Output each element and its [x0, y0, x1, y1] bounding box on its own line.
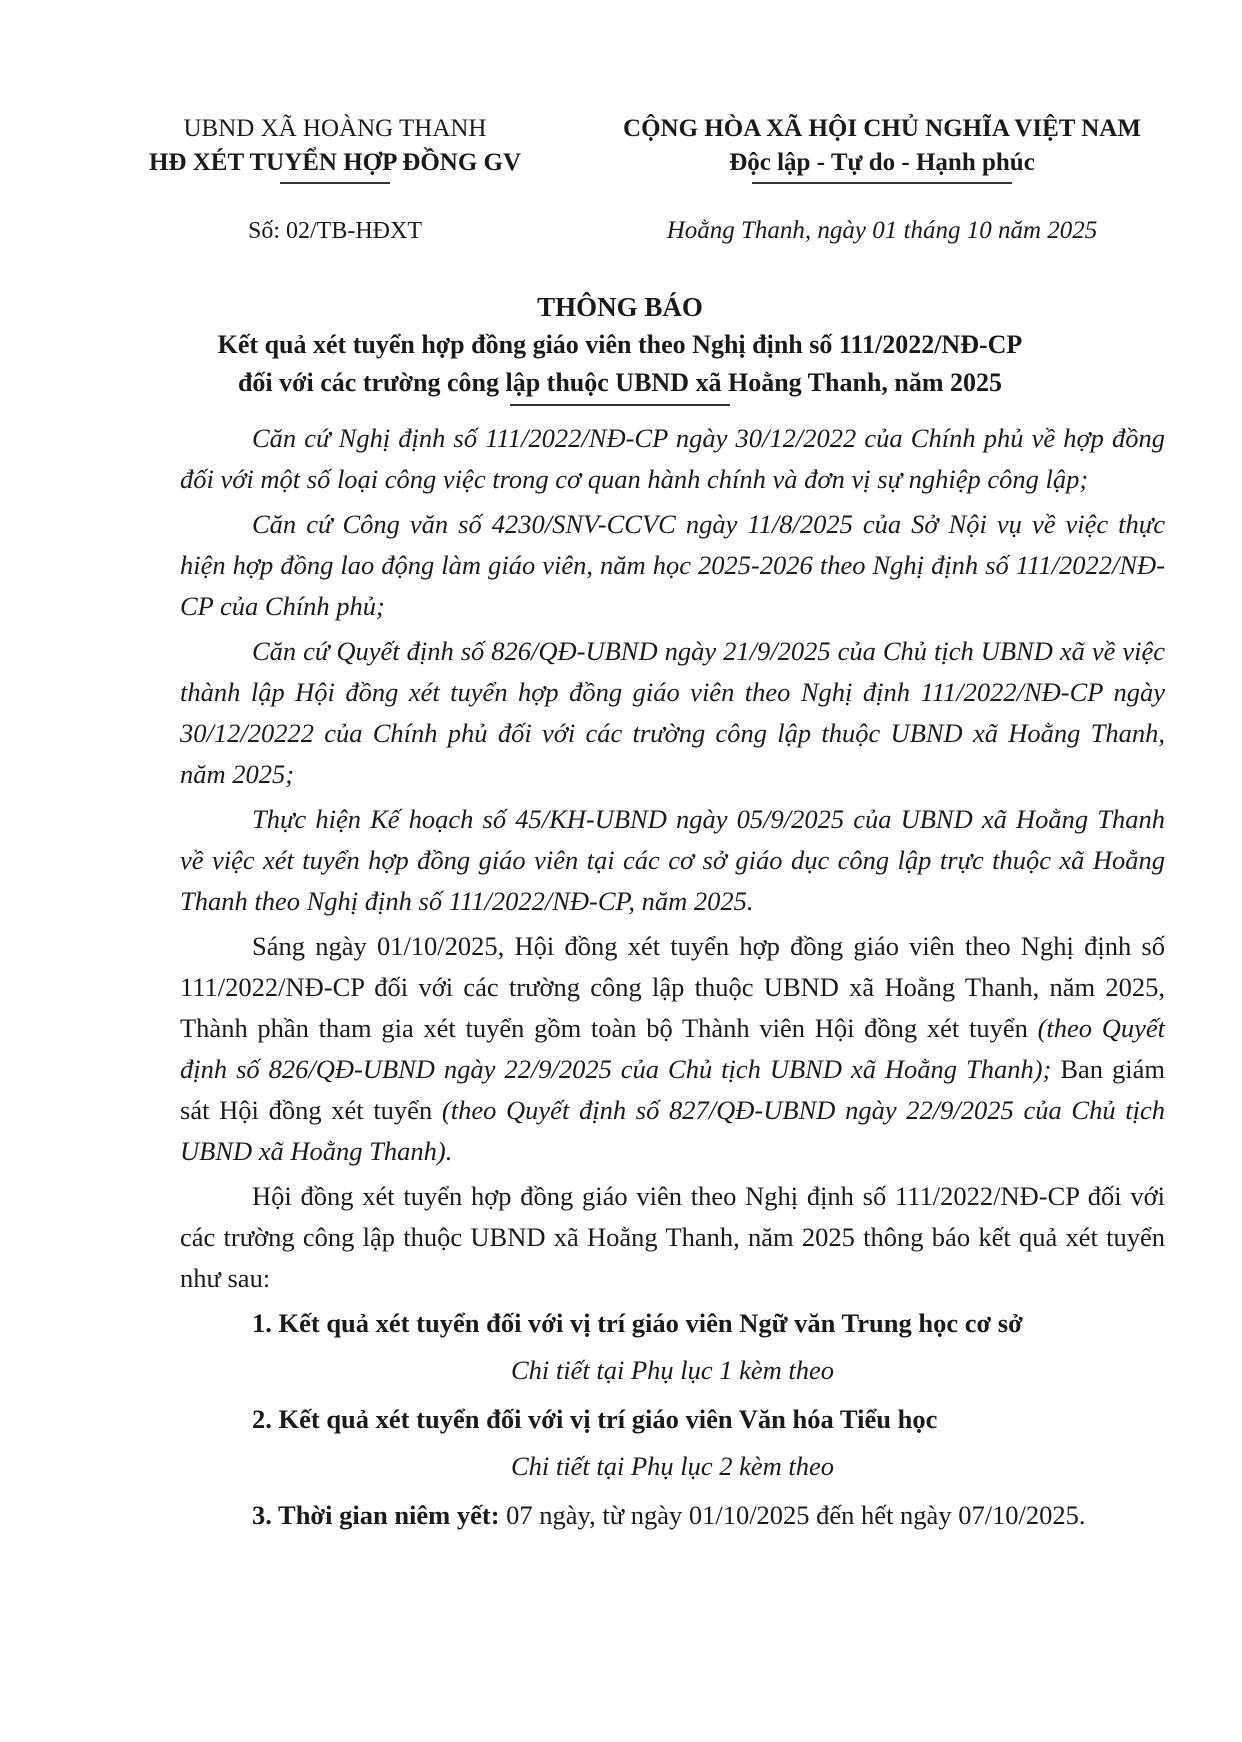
- place-date: Hoằng Thanh, ngày 01 tháng 10 năm 2025: [666, 217, 1098, 244]
- national-header: [582, 112, 1182, 248]
- paragraph-session: [180, 926, 1165, 1172]
- section-1-heading: 1. Kết quả xét tuyển đối với vị trí giáo viên Ngữ văn Trung học cơ sở: [252, 1308, 1023, 1338]
- paragraph-announcement: Hội đồng xét tuyển hợp đồng giáo viên theo Nghị định số 111/2022/NĐ-CP đối với các trường công lập thuộc UBND xã Hoằng Thanh, năm 2025 thông báo kết quả xét tuyển như sau:: [180, 1181, 1165, 1293]
- section-2-detail: Chi tiết tại Phụ lục 2 kèm theo: [510, 1451, 835, 1481]
- legal-basis-1: Căn cứ Nghị định số 111/2022/NĐ-CP ngày 30/12/2022 của Chính phủ về hợp đồng đối với một số loại công việc trong cơ quan hành chính và đơn vị sự nghiệp công lập;: [180, 423, 1165, 494]
- session-text-d: (theo Quyết định số 827/QĐ-UBND ngày 22/9/2025 của Chủ tịch UBND xã Hoằng Thanh).: [180, 1095, 1165, 1166]
- issuer-underline: [280, 182, 390, 184]
- title-underline: [510, 404, 730, 406]
- section-3-text: 07 ngày, từ ngày 01/10/2025 đến hết ngày 07/10/2025.: [499, 1500, 1086, 1530]
- issuer-council: HĐ XÉT TUYỂN HỢP ĐỒNG GV: [148, 149, 522, 176]
- national-name: CỘNG HÒA XÃ HỘI CHỦ NGHĨA VIỆT NAM: [623, 115, 1141, 142]
- session-text-b: (theo Quyết định số 826/QĐ-UBND ngày 22/9/2025 của Chủ tịch UBND xã Hoằng Thanh);: [180, 1013, 1165, 1084]
- legal-basis-3: Căn cứ Quyết định số 826/QĐ-UBND ngày 21/9/2025 của Chủ tịch UBND xã về việc thành lập Hội đồng xét tuyển hợp đồng giáo viên theo Nghị định 111/2022/NĐ-CP ngày 30/12/20222 của Chính phủ đối với các trường công lập thuộc UBND xã Hoằng Thanh, năm 2025;: [180, 636, 1165, 789]
- session-text-c: Ban giám sát Hội đồng xét tuyển: [180, 1054, 1165, 1125]
- section-1-detail: Chi tiết tại Phụ lục 1 kèm theo: [510, 1355, 835, 1385]
- document-title: THÔNG BÁO: [537, 292, 703, 322]
- session-text-a: Sáng ngày 01/10/2025, Hội đồng xét tuyển hợp đồng giáo viên theo Nghị định số 111/2022/NĐ-CP đối với các trường công lập thuộc UBND xã Hoằng Thanh, năm 2025, Thành phần tham gia xét tuyển gồm toàn bộ Thành viên Hội đồng xét tuyển: [180, 931, 1165, 1043]
- document-subtitle-2: đối với các trường công lập thuộc UBND xã Hoằng Thanh, năm 2025: [237, 368, 1003, 397]
- document-number: Số: 02/TB-HĐXT: [248, 218, 422, 244]
- section-3-label: 3. Thời gian niêm yết:: [252, 1500, 500, 1530]
- issuer-org: UBND XÃ HOÀNG THANH: [183, 115, 487, 142]
- document-subtitle-1: Kết quả xét tuyển hợp đồng giáo viên theo Nghị định số 111/2022/NĐ-CP: [217, 330, 1023, 359]
- national-motto: Độc lập - Tự do - Hạnh phúc: [729, 149, 1035, 176]
- section-2-heading: 2. Kết quả xét tuyển đối với vị trí giáo viên Văn hóa Tiểu học: [252, 1404, 938, 1434]
- motto-underline: [752, 182, 1012, 184]
- document-body: [180, 418, 1165, 1536]
- legal-basis-2: Căn cứ Công văn số 4230/SNV-CCVC ngày 11/8/2025 của Sở Nội vụ về việc thực hiện hợp đồng lao động làm giáo viên, năm học 2025-2026 theo Nghị định số 111/2022/NĐ-CP của Chính phủ;: [180, 509, 1165, 621]
- issuer-block: [120, 112, 550, 248]
- section-3: [180, 1495, 1165, 1536]
- document-title-block: [120, 288, 1120, 406]
- legal-basis-4: Thực hiện Kế hoạch số 45/KH-UBND ngày 05/9/2025 của UBND xã Hoằng Thanh về việc xét tuyển hợp đồng giáo viên tại các cơ sở giáo dục công lập trực thuộc xã Hoằng Thanh theo Nghị định số 111/2022/NĐ-CP, năm 2025.: [180, 804, 1165, 916]
